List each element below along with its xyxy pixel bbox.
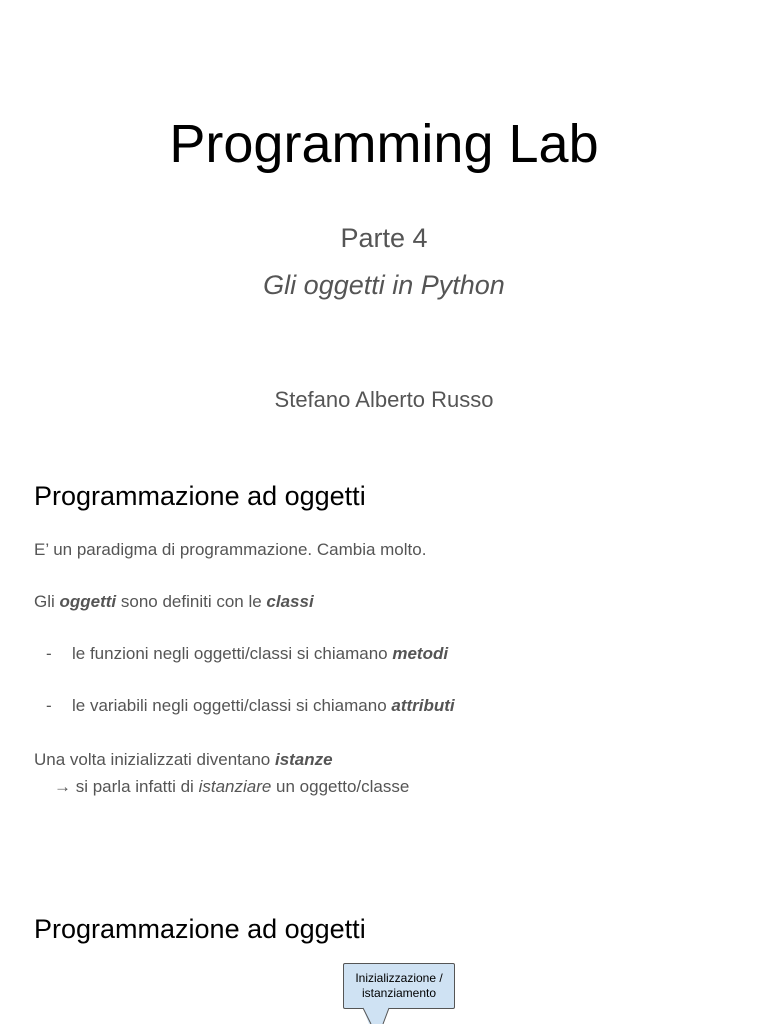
bullet-dash: - bbox=[46, 644, 52, 663]
text-span: Gli bbox=[34, 592, 60, 611]
emphasis-metodi: metodi bbox=[392, 644, 449, 663]
paragraph-instantiate bbox=[54, 776, 409, 798]
paragraph-objects bbox=[34, 591, 314, 613]
text-span: sono definiti con le bbox=[116, 592, 267, 611]
diagram-box-line: Inizializzazione / bbox=[355, 971, 443, 985]
section-heading-2: Programmazione ad oggetti bbox=[34, 914, 366, 944]
emphasis-istanziare: istanziare bbox=[198, 777, 272, 796]
text-span: → si parla infatti di bbox=[54, 777, 199, 796]
bullet-item-attributes bbox=[0, 695, 768, 717]
text-span: Una volta inizializzati diventano bbox=[34, 750, 275, 769]
bullet-text bbox=[72, 695, 455, 717]
bullet-dash: - bbox=[46, 696, 52, 715]
bullet-text bbox=[72, 643, 448, 665]
diagram-callout-pointer bbox=[343, 1007, 455, 1024]
emphasis-oggetti: oggetti bbox=[59, 592, 117, 611]
paragraph-instances bbox=[34, 749, 333, 771]
slide-author: Stefano Alberto Russo bbox=[274, 387, 494, 412]
text-span: le variabili negli oggetti/classi si chiamano bbox=[72, 696, 392, 715]
bullet-item-methods bbox=[0, 643, 768, 665]
slide-part: Parte 4 bbox=[340, 223, 428, 253]
emphasis-attributi: attributi bbox=[391, 696, 455, 715]
paragraph-paradigm: E’ un paradigma di programmazione. Cambia molto. bbox=[34, 540, 427, 559]
slide-subtitle: Gli oggetti in Python bbox=[263, 270, 505, 300]
diagram-box-line: istanziamento bbox=[361, 986, 437, 1000]
emphasis-istanze: istanze bbox=[274, 750, 333, 769]
emphasis-classi: classi bbox=[266, 592, 314, 611]
diagram-callout-box bbox=[343, 963, 455, 1009]
text-span: un oggetto/classe bbox=[271, 777, 410, 796]
section-heading-1: Programmazione ad oggetti bbox=[34, 481, 366, 511]
slide-title: Programming Lab bbox=[169, 114, 599, 174]
text-span: le funzioni negli oggetti/classi si chiamano bbox=[72, 644, 393, 663]
